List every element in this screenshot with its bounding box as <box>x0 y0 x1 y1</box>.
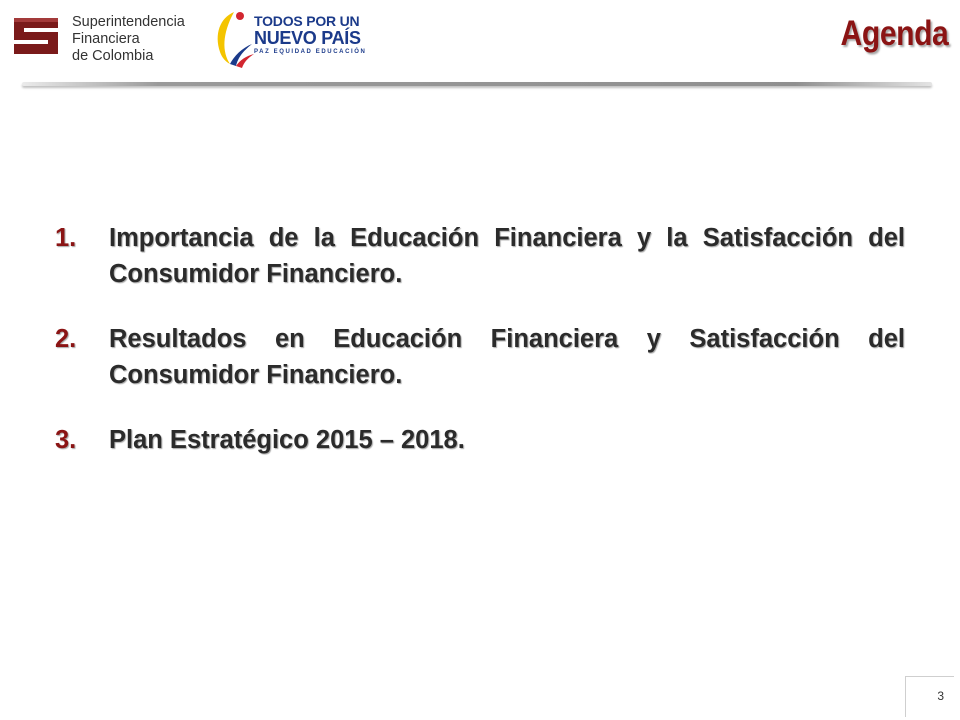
agenda-item <box>55 321 905 393</box>
agenda-item-number: 2. <box>55 325 77 353</box>
gov-logo-line2: NUEVO PAÍS <box>254 28 361 48</box>
sfc-logo-text <box>72 14 185 65</box>
agenda-item-text: Plan Estratégico 2015 – 2018. <box>109 426 465 454</box>
gov-logo-line1: TODOS POR UN <box>254 13 360 29</box>
slide-title: Agenda <box>840 14 948 53</box>
page-number: 3 <box>937 689 944 703</box>
header-divider <box>22 82 932 86</box>
gov-logo-text <box>254 14 367 56</box>
sfc-logo-line: Superintendencia <box>72 14 185 30</box>
agenda-list <box>55 220 905 487</box>
agenda-item-text: Importancia de la Educación Financiera y la Satisfacción del Consumidor Financiero. <box>109 224 905 288</box>
sfc-emblem-icon <box>6 10 66 64</box>
agenda-item <box>55 220 905 292</box>
agenda-item <box>55 422 905 458</box>
page-number-box <box>905 676 954 717</box>
agenda-item-text: Resultados en Educación Financiera y Satisfacción del Consumidor Financiero. <box>109 325 905 389</box>
sfc-logo-line: de Colombia <box>72 48 154 64</box>
flag-swoosh-icon <box>212 8 256 68</box>
gov-logo-tagline: PAZ EQUIDAD EDUCACIÓN <box>254 49 367 55</box>
sfc-logo-line: Financiera <box>72 31 140 47</box>
agenda-item-number: 1. <box>55 224 77 252</box>
gov-logo <box>212 8 367 70</box>
agenda-item-number: 3. <box>55 426 77 454</box>
sfc-logo <box>6 10 196 70</box>
